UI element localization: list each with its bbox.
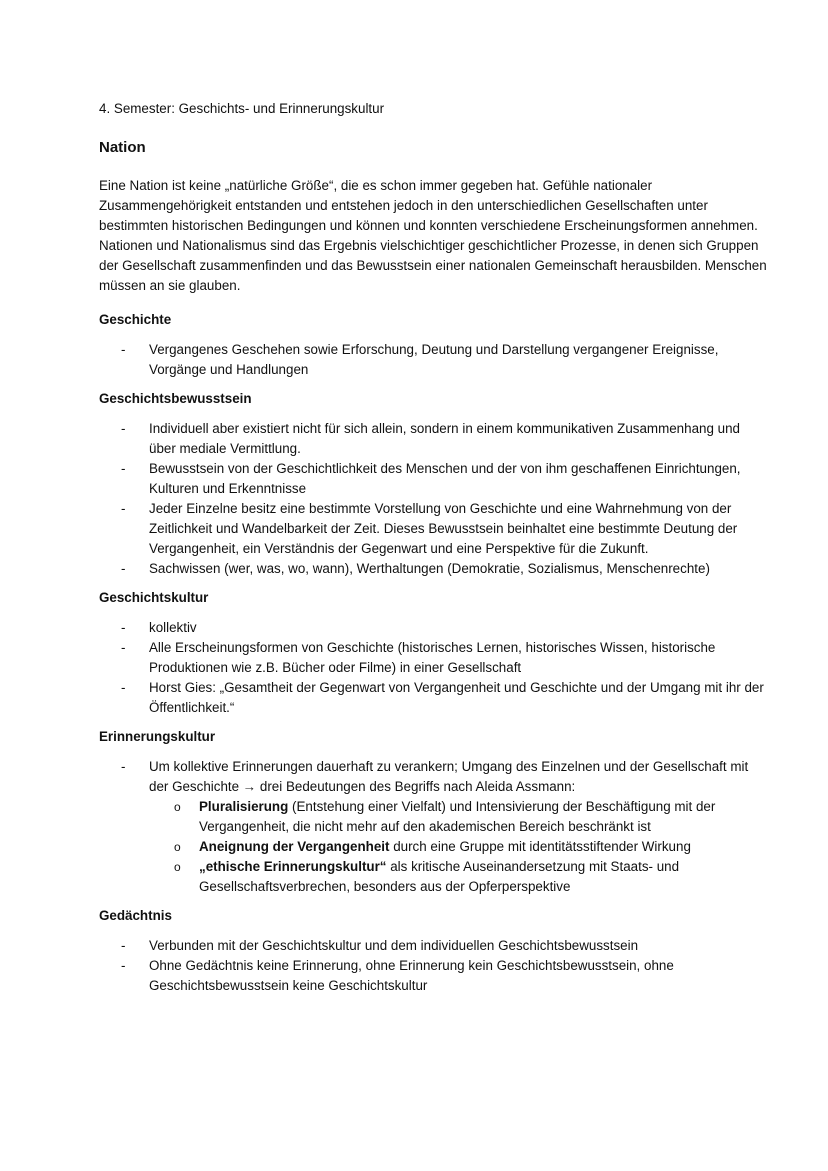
dash-marker: -: [121, 461, 126, 476]
dash-marker: -: [121, 640, 126, 655]
list-item: - kollektiv: [99, 618, 768, 638]
list-item: - Verbunden mit der Geschichtskultur und dem individuellen Geschichtsbewusstsein: [99, 936, 768, 956]
circle-marker: o: [174, 860, 181, 874]
list-item: - Jeder Einzelne besitz eine bestimmte Vorstellung von Geschichte und eine Wahrnehmung von der Zeitlichkeit und Wandelbarkeit der Zeit. Dieses Bewusstsein beinhaltet eine bestimmte Deutung der Vergangenheit, ein Verständnis der Gegenwart und eine Perspektive für die Zukunft.: [121, 501, 738, 556]
list-gedaechtnis: [99, 936, 768, 996]
list-geschichte: [99, 340, 768, 380]
sublist-assmann: [149, 797, 768, 897]
heading-geschichtsbewusstsein: Geschichtsbewusstsein: [99, 391, 252, 406]
dash-marker: -: [121, 759, 126, 774]
list-erinnerungskultur: [99, 757, 768, 897]
dash-marker: -: [121, 958, 126, 973]
heading-gedaechtnis: Gedächtnis: [99, 908, 172, 923]
list-item: - Alle Erscheinungsformen von Geschichte (historisches Lernen, historisches Wissen, historische Produktionen wie z.B. Bücher oder Filme) in einer Gesellschaft: [121, 640, 716, 675]
intro-paragraph: Eine Nation ist keine „natürliche Größe“, die es schon immer gegeben hat. Gefühle nationaler Zusammengehörigkeit entstanden und entstehen jedoch in den unterschiedlichen Gesellschaften unter bestimmten historischen Bedingungen und können und konnten verschiedene Erscheinungsformen annehmen. Nationen und Nationalismus sind das Ergebnis vielschichtiger geschichtlicher Prozesse, in denen sich Gruppen der Gesellschaft zusammenfinden und das Bewusstsein einer nationalen Gemeinschaft herausbilden. Menschen müssen an sie glauben.: [99, 178, 767, 293]
dash-marker: -: [121, 421, 126, 436]
dash-marker: -: [121, 342, 126, 357]
heading-geschichte: Geschichte: [99, 312, 172, 327]
dash-marker: -: [121, 561, 126, 576]
dash-marker: -: [121, 501, 126, 516]
heading-geschichtskultur: Geschichtskultur: [99, 590, 209, 605]
list-item: - Ohne Gedächtnis keine Erinnerung, ohne Erinnerung kein Geschichtsbewusstsein, ohne Geschichtsbewusstsein keine Geschichtskultur: [121, 958, 674, 993]
document-header: 4. Semester: Geschichts- und Erinnerungskultur: [99, 101, 385, 116]
sub-list-item: o Aneignung der Vergangenheit durch eine Gruppe mit identitätsstiftender Wirkung: [149, 837, 768, 857]
sub-list-item: o „ethische Erinnerungskultur“ als kritische Auseinandersetzung mit Staats- und Gesellschaftsverbrechen, besonders aus der Opferperspektive: [174, 859, 680, 894]
heading-erinnerungskultur: Erinnerungskultur: [99, 729, 216, 744]
circle-marker: o: [174, 800, 181, 814]
list-item: - Horst Gies: „Gesamtheit der Gegenwart von Vergangenheit und Geschichte und der Umgang mit ihr der Öffentlichkeit.“: [121, 680, 764, 715]
dash-marker: -: [121, 680, 126, 695]
dash-marker: -: [121, 620, 126, 635]
circle-marker: o: [174, 840, 181, 854]
page-title: Nation: [99, 139, 146, 156]
list-item: - Vergangenes Geschehen sowie Erforschung, Deutung und Darstellung vergangener Ereignisse, Vorgänge und Handlungen: [121, 342, 719, 377]
list-item: - Individuell aber existiert nicht für sich allein, sondern in einem kommunikativen Zusammenhang und über mediale Vermittlung.: [121, 421, 740, 456]
list-item: - Bewusstsein von der Geschichtlichkeit des Menschen und der von ihm geschaffenen Einrichtungen, Kulturen und Erkenntnisse: [121, 461, 741, 496]
sub-list-item: o Pluralisierung (Entstehung einer Vielfalt) und Intensivierung der Beschäftigung mit der Vergangenheit, die nicht mehr auf den akademischen Bereich beschränkt ist: [174, 799, 716, 834]
dash-marker: -: [121, 938, 126, 953]
list-geschichtsbewusstsein: [99, 419, 768, 579]
list-item: - Um kollektive Erinnerungen dauerhaft zu verankern; Umgang des Einzelnen und der Gesellschaft mit der Geschichte → drei Bedeutungen des Begriffs nach Aleida Assmann: o Pluralisierung (Entstehung einer Vielfalt) und Intensivierung der Beschäftigung mit der Vergangenheit, die nicht mehr auf den akademischen Bereich beschränkt ist o Aneignung der Vergangenheit durch eine Gruppe mit identitätsstiftender Wirkung o „ethische Erinnerungskultur“ als kritische Auseinandersetzung mit Staats- und Gesellschaftsverbrechen, besonders aus der Opferperspektive: [99, 757, 768, 897]
list-geschichtskultur: [99, 618, 768, 718]
list-item: - Sachwissen (wer, was, wo, wann), Werthaltungen (Demokratie, Sozialismus, Menschenrechte): [99, 559, 768, 579]
